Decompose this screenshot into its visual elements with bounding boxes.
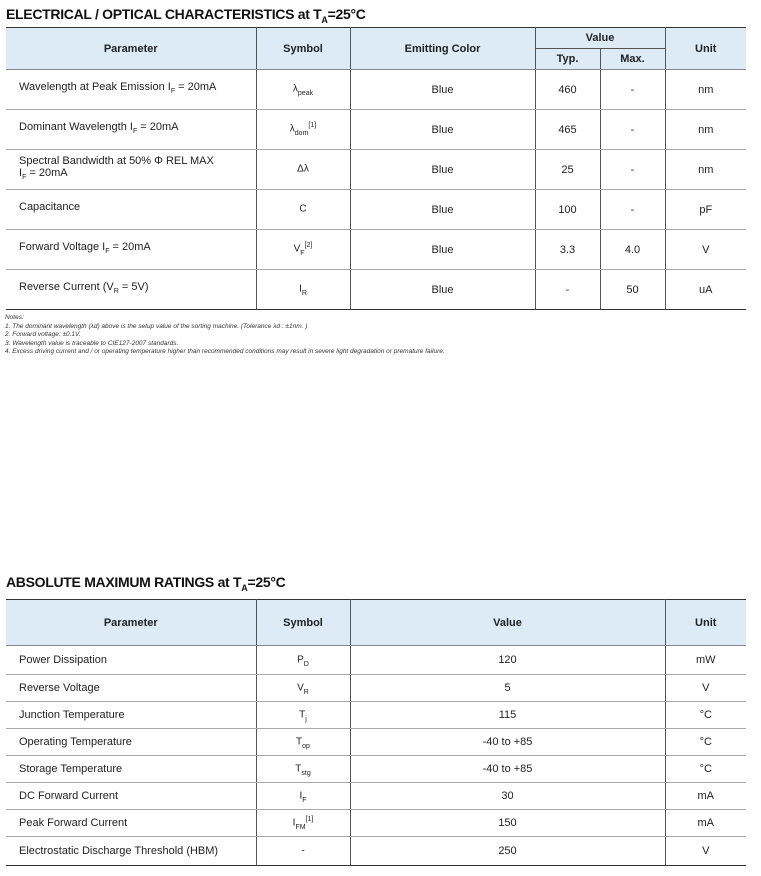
symbol-text: I [299,790,303,802]
typ-value-cell: 25 [535,150,600,190]
typ-value-cell: - [535,270,600,310]
parameter-condition: = 5V) [118,280,149,293]
symbol-text: Δλ [297,163,309,175]
emitting-color-cell: Blue [350,230,535,270]
section-title-suffix: =25°C [327,6,366,22]
table-row [6,646,746,675]
symbol-text: λ [289,123,295,135]
parameter-subscript: F [22,174,27,182]
unit-cell: °C [665,729,746,756]
parameter-cell [6,150,256,190]
section-title-absolute-max [6,574,285,593]
parameter-subscript: F [132,128,138,136]
unit-cell: °C [665,702,746,729]
value-cell: -40 to +85 [350,729,665,756]
unit-cell: mA [665,810,746,837]
symbol-reference: [2] [304,242,313,250]
parameter-text: Capacitance [19,200,81,213]
max-value-cell: - [600,190,665,230]
table-row [6,190,746,230]
table-row [6,675,746,702]
emitting-color-cell: Blue [350,150,535,190]
unit-cell: V [665,675,746,702]
header-max: Max. [600,49,665,70]
symbol-text: T [295,763,302,775]
max-value-cell: 50 [600,270,665,310]
value-cell: 5 [350,675,665,702]
table-row [6,110,746,150]
symbol-cell [256,675,350,702]
parameter-text-line2: I [19,166,23,179]
value-cell: 150 [350,810,665,837]
symbol-subscript: op [302,742,310,750]
unit-cell: nm [665,150,746,190]
symbol-cell [256,230,350,270]
table-row [6,729,746,756]
unit-cell: nm [665,70,746,110]
header-parameter: Parameter [6,28,256,70]
symbol-cell [256,702,350,729]
unit-cell: mA [665,783,746,810]
parameter-condition: = 20mA [137,120,179,133]
typ-value-cell: 465 [535,110,600,150]
symbol-text: T [299,709,306,721]
parameter-text: Dominant Wavelength I [19,120,133,133]
parameter-cell [6,190,256,230]
table-row [6,756,746,783]
parameter-text: Forward Voltage I [19,240,106,253]
symbol-cell [256,70,350,110]
symbol-subscript: stg [301,769,311,777]
unit-cell: nm [665,110,746,150]
parameter-text: Wavelength at Peak Emission I [19,80,171,93]
symbol-text: V [293,243,301,255]
parameter-text: Reverse Current (V [19,280,114,293]
parameter-subscript: R [113,288,119,296]
parameter-cell: Storage Temperature [6,756,256,783]
parameter-cell: DC Forward Current [6,783,256,810]
parameter-cell: Reverse Voltage [6,675,256,702]
header-unit: Unit [665,600,746,646]
notes-block [5,314,745,357]
symbol-text: λ [292,83,298,95]
table-row [6,837,746,866]
symbol-cell [256,729,350,756]
value-cell: 250 [350,837,665,866]
symbol-text: T [296,736,303,748]
value-cell: -40 to +85 [350,756,665,783]
typ-value-cell: 3.3 [535,230,600,270]
header-typ: Typ. [535,49,600,70]
header-value: Value [535,28,665,49]
max-value-cell: - [600,110,665,150]
symbol-cell [256,110,350,150]
symbol-text: V [297,682,304,694]
unit-cell: V [665,230,746,270]
max-value-cell: - [600,70,665,110]
symbol-reference: [1] [305,815,314,823]
unit-cell: uA [665,270,746,310]
table-row [6,270,746,310]
section-title-subscript: A [241,582,248,593]
symbol-text: I [299,283,302,295]
section-title-text: ELECTRICAL / OPTICAL CHARACTERISTICS at T [6,6,322,22]
note-line: 1. The dominant wavelength (λd) above is the setup value of the sorting machine. (Tolerance λd : ±1nm. ) [5,322,308,330]
note-line: 4. Excess driving current and / or operating temperature higher than recommended conditions may result in severe light degradation or premature failure. [5,348,445,356]
section-title-subscript: A [321,14,328,25]
unit-cell: pF [665,190,746,230]
typ-value-cell: 460 [535,70,600,110]
symbol-subscript: D [303,660,309,668]
note-line: 3. Wavelength value is traceable to CIE127-2007 standards. [5,339,179,347]
section-title-text: ABSOLUTE MAXIMUM RATINGS at T [6,574,242,590]
symbol-cell [256,270,350,310]
value-cell: 30 [350,783,665,810]
symbol-subscript: peak [297,89,314,97]
symbol-text: C [299,203,307,215]
parameter-cell: Junction Temperature [6,702,256,729]
table-row [6,70,746,110]
symbol-subscript: F [300,249,305,257]
note-line: 2. Forward voltage: ±0.1V. [5,331,81,339]
symbol-cell [256,190,350,230]
parameter-cell: Electrostatic Discharge Threshold (HBM) [6,837,256,866]
symbol-text: P [297,654,304,666]
symbol-cell [256,783,350,810]
table-row [6,783,746,810]
section-title-electrical-optical [6,6,366,25]
value-cell: 120 [350,646,665,675]
symbol-subscript: FM [295,823,306,831]
parameter-condition: = 20mA [26,166,68,179]
symbol-subscript: R [301,289,307,297]
symbol-reference: [1] [308,122,317,130]
emitting-color-cell: Blue [350,110,535,150]
symbol-cell [256,150,350,190]
symbol-cell [256,646,350,675]
parameter-condition: = 20mA [175,80,217,93]
header-emitting-color: Emitting Color [350,28,535,70]
typ-value-cell: 100 [535,190,600,230]
electrical-optical-table [6,27,746,310]
symbol-cell [256,756,350,783]
max-value-cell: 4.0 [600,230,665,270]
parameter-cell: Power Dissipation [6,646,256,675]
parameter-cell [6,70,256,110]
symbol-subscript: R [303,688,309,696]
parameter-cell [6,270,256,310]
emitting-color-cell: Blue [350,70,535,110]
table-row [6,810,746,837]
parameter-condition: = 20mA [109,240,151,253]
emitting-color-cell: Blue [350,270,535,310]
section-title-suffix: =25°C [247,574,286,590]
header-parameter: Parameter [6,600,256,646]
table-row [6,702,746,729]
symbol-text: - [301,845,305,857]
note-line: Notes: [5,314,24,321]
header-symbol: Symbol [256,600,350,646]
parameter-cell: Operating Temperature [6,729,256,756]
value-cell: 115 [350,702,665,729]
max-value-cell: - [600,150,665,190]
parameter-subscript: F [170,88,176,96]
unit-cell: °C [665,756,746,783]
parameter-subscript: F [105,248,110,256]
symbol-cell [256,837,350,866]
parameter-cell [6,110,256,150]
emitting-color-cell: Blue [350,190,535,230]
header-symbol: Symbol [256,28,350,70]
parameter-cell [6,230,256,270]
symbol-subscript: dom [294,129,309,137]
unit-cell: V [665,837,746,866]
unit-cell: mW [665,646,746,675]
absolute-max-ratings-table [6,599,746,866]
table-row [6,230,746,270]
symbol-subscript: j [305,715,307,723]
parameter-cell: Peak Forward Current [6,810,256,837]
header-unit: Unit [665,28,746,70]
symbol-subscript: F [302,796,307,804]
symbol-text: I [292,817,296,829]
header-value: Value [350,600,665,646]
symbol-cell [256,810,350,837]
parameter-text: Spectral Bandwidth at 50% Φ REL MAX [19,154,214,167]
table-row [6,150,746,190]
